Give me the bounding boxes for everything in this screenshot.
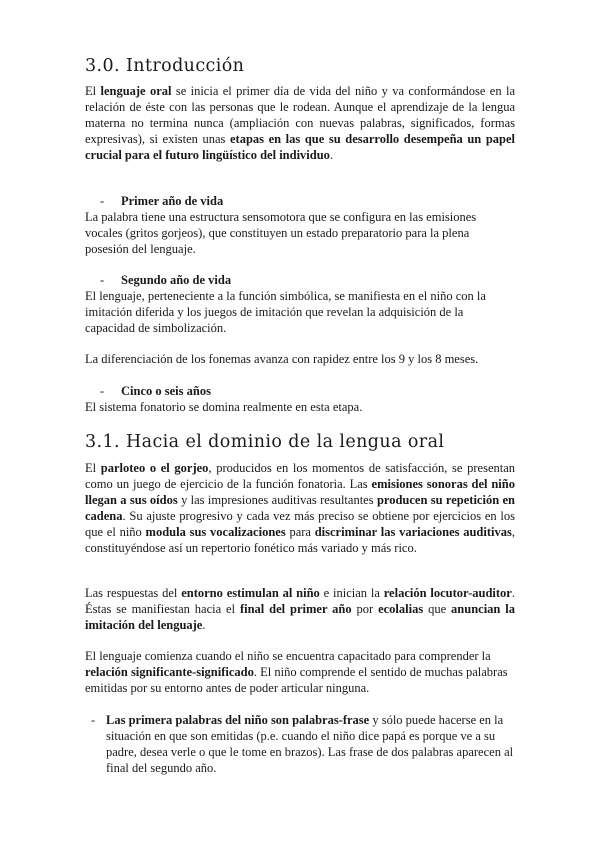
stage-heading-segundo-ano: - Segundo año de vida [100, 273, 232, 287]
section-heading-introduccion: 3.0. Introducción [85, 56, 245, 76]
responses-paragraph: Las respuestas del entorno estimulan al niño e inician la relación locutor-auditor. Éstas se manifiestan hacia el final del primer año por ecolalias que anuncian la imitación del lenguaje. [85, 586, 515, 632]
stage-text-primer-ano: La palabra tiene una estructura sensomotora que se configura en las emisiones vocales (gritos gorjeos), que constituyen un estado preparatorio para la plena posesión del lenguaje. [85, 210, 477, 256]
stage-text-cinco-seis: El sistema fonatorio se domina realmente en esta etapa. [85, 400, 363, 414]
stage-text-segundo-ano: El lenguaje, perteneciente a la función simbólica, se manifiesta en el niño con la imitación diferida y los juegos de imitación que revelan la adquisición de la capacidad de simbolización. [85, 289, 486, 335]
intro-paragraph: El lenguaje oral se inicia el primer día de vida del niño y va conformándose en la relación de éste con las personas que le rodean. Aunque el aprendizaje de la lengua materna no termina nunca (ampliación con nuevas palabras, significados, formas expresivas), si existen unas etapas en las que su desarrollo desempeña un papel crucial para el futuro lingüístico del individuo. [85, 84, 516, 162]
bold-phrase: etapas en las que su desarrollo desempeña un papel crucial para el futuro lingüístico del individuo [85, 132, 516, 162]
section-heading-dominio: 3.1. Hacia el dominio de la lengua oral [85, 432, 445, 452]
stage-heading-cinco-seis: - Cinco o seis años [100, 384, 211, 398]
language-paragraph: El lenguaje comienza cuando el niño se encuentra capacitado para comprender la relación significante-significado. El niño comprende el sentido de muchas palabras emitidas por su entorno antes de poder articular ninguna. [85, 649, 508, 695]
phoneme-paragraph: La diferenciación de los fonemas avanza con rapidez entre los 9 y los 8 meses. [85, 352, 479, 366]
stage-heading-primer-ano: - Primer año de vida [100, 194, 224, 208]
first-words-item: - Las primera palabras del niño son palabras-frase y sólo puede hacerse en la situación en que son emitidas (p.e. cuando el niño dice papá es porque ve a su padre, desea verle o que le tome en brazos). Las frase de dos palabras aparecen al final del segundo año. [91, 713, 514, 775]
babble-paragraph: El parloteo o el gorjeo, producidos en los momentos de satisfacción, se presentan como un juego de ejercicio de la función fonatoria. Las emisiones sonoras del niño llegan a sus oídos y las impresiones auditivas resultantes producen su repetición en cadena. Su ajuste progresivo y cada vez más preciso se obtiene por ejercicios en los que el niño modula sus vocalizaciones para discriminar las variaciones auditivas, constituyéndose así un repertorio fonético más variado y más rico. [85, 461, 516, 555]
bold-term: lenguaje oral [100, 84, 172, 98]
